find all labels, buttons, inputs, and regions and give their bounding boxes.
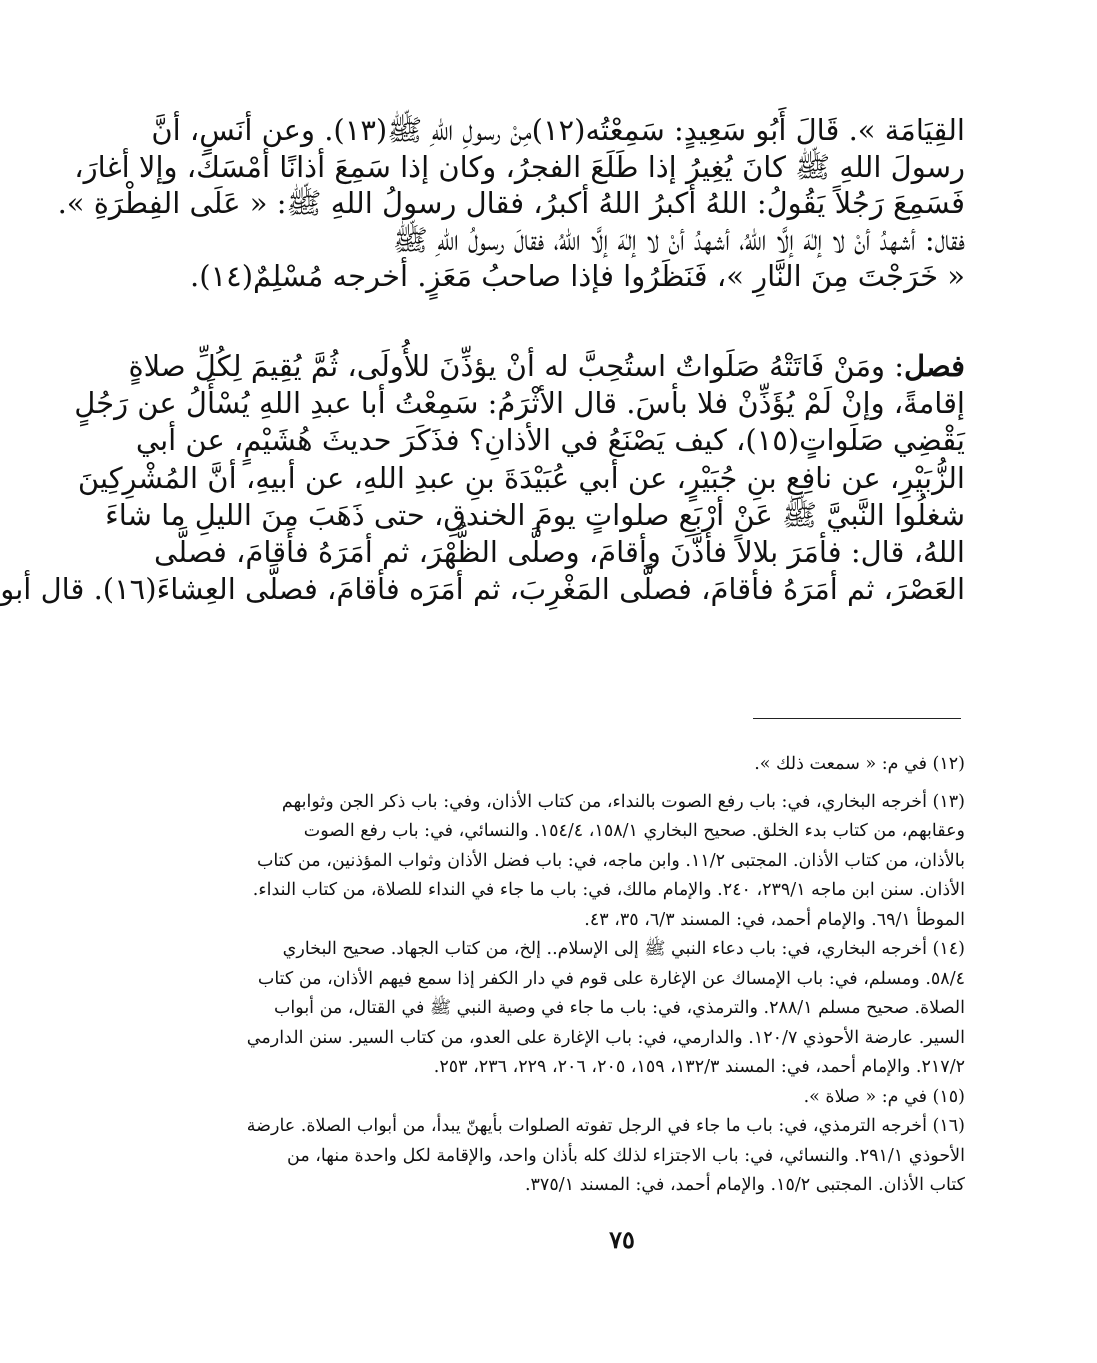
page-number: ٧٥ [609, 1225, 635, 1254]
footnote-line: الصلاة. صحيح مسلم ٢٨٨/١. والترمذي، في: باب ما جاء في وصية النبي ﷺ في القتال، من أبواب [273, 998, 965, 1018]
footnote-14 [246, 935, 965, 1083]
footnote-line: ٥٨/٤. ومسلم، في: باب الإمساك عن الإغارة على قوم في دار الكفر إذا سمع فيهم الأذان، من كتاب [257, 968, 965, 989]
footnote-line: (١٤) أخرجه البخاري، في: باب دعاء النبي ﷺ إلى الإسلام.. إلخ، من كتاب الجهاد. صحيح البخاري [282, 939, 965, 959]
footnote-16 [246, 1112, 965, 1201]
footnote-line: وعقابهم، من كتاب بدء الخلق. صحيح البخاري ١٥٨/١، ١٥٤/٤. والنسائي، في: باب رفع الصوت [303, 821, 965, 841]
main-paragraph-2 [0, 348, 965, 608]
text-line: فَسَمِعَ رَجُلاً يَقُولُ: اللهُ أكبرُ اللهُ أكبرُ، فقال رسولُ اللهِ ﷺ: « عَلَى الفِطْرَةِ ». [57, 186, 965, 220]
footnote-15 [265, 1083, 965, 1113]
footnote-line: (١٣) أخرجه البخاري، في: باب رفع الصوت بالنداء، من كتاب الأذان، وفي: باب ذكر الجن وثوابهم [281, 791, 965, 812]
text-line [128, 348, 965, 385]
main-paragraph-1 [57, 112, 965, 295]
footnotes [246, 750, 965, 1201]
text-line: شغلُوا النَّبيَّ ﷺ عَنْ أرْبَعِ صلواتٍ يومَ الخندقِ، حتى ذَهَبَ مِنَ الليلِ ما شاءَ [105, 497, 965, 532]
footnote-line: السير. عارضة الأحوذي ١٢٠/٧. والدارمي، في: باب الإغارة على العدو، من كتاب السير. سنن الدارمي [246, 1027, 965, 1048]
text-line: الزُّبَيْرِ، عن نافِعِ بنِ جُبَيْرٍ، عن أبي عُبَيْدَةَ بنِ عبدِ اللهِ، عن أبيهِ، أنَّ المُشْرِكِينَ [77, 460, 965, 495]
footnote-line: (١٥) في م: « صلاة ». [803, 1086, 965, 1107]
footnote-line: الأحوذي ٢٩١/١. والنسائي، في: باب الاجتزاء لذلك كله بأذان واحد، والإقامة لكل واحدة منها، من [287, 1145, 965, 1166]
text-line: رسولَ اللهِ ﷺ كانَ يُغِيرُ إذا طَلَعَ الفجرُ، وكان إذا سَمِعَ أذانًا أمْسَكَ، وإلا أغارَ، [74, 149, 965, 184]
footnote-12 [265, 750, 965, 780]
text-line: إقامةً، وإنْ لَمْ يُؤَذِّنْ فلا بأسَ. قال الأثْرَمُ: سَمِعْتُ أبا عبدِ اللهِ يُسْأَلُ عن رَجُلٍ [74, 386, 965, 421]
footnote-line: بالأذان، من كتاب الأذان. المجتبى ١١/٢. وابن ماجه، في: باب فضل الأذان وثواب المؤذنين، من كتاب [256, 850, 965, 871]
footnote-line: ٢١٧/٢. والإمام أحمد، في: المسند ١٣٢/٣، ١٥٩، ٢٠٥، ٢٠٦، ٢٢٩، ٢٣٦، ٢٥٣. [433, 1057, 965, 1077]
text-line: اللهُ، قال: فأمَرَ بلالاً فأذَّنَ وأقامَ، وصلَّى الظُّهْرَ، ثم أمَرَهُ فأقامَ، فصلَّى [154, 534, 965, 569]
text-line: العَصْرَ، ثم أمَرَهُ فأقامَ، فصلَّى المَغْرِبَ، ثم أمَرَه فأقامَ، فصلَّى العِشاءَ(١٦). قال أبو [0, 572, 965, 607]
footnote-line: الموطأ ٦٩/١. والإمام أحمد، في: المسند ٦/٣، ٣٥، ٤٣. [584, 909, 965, 930]
footnote-line: (١٢) في م: « سمعت ذلك ». [754, 754, 965, 774]
footnote-line: (١٦) أخرجه الترمذي، في: باب ما جاء في الرجل تفوته الصلوات بأيهنّ يبدأ، من أبواب الصلاة. عارضة [246, 1116, 965, 1136]
footnote-separator [753, 718, 961, 719]
footnote-line: الأذان. سنن ابن ماجه ٢٣٩/١، ٢٤٠. والإمام مالك، في: باب ما جاء في النداء للصلاة، من كتاب النداء. [252, 880, 965, 900]
section-heading-fasl: فصل [904, 349, 965, 383]
footnote-13 [252, 788, 965, 936]
footnote-line: كتاب الأذان. المجتبى ١٥/٢. والإمام أحمد، في: المسند ٣٧٥/١. [524, 1175, 965, 1195]
text-line: « خَرَجْتَ مِنَ النَّارِ »، فَنَظَرُوا فإذا صاحبُ مَعَزٍ. أخرجه مُسْلِمٌ(١٤). [190, 259, 965, 293]
footnote-gap [265, 780, 965, 788]
text-line: يَقْضِي صَلَواتٍ(١٥)، كيف يَصْنَعُ في الأذانِ؟ فذَكَرَ حديثَ هُشَيْمٍ، عن أبي [135, 423, 965, 458]
text-line-rest: : ومَنْ فَاتَتْهُ صَلَواتٌ استُحِبَّ له أنْ يؤذِّنَ للأُولَى، ثُمَّ يُقِيمَ لِكُلِّ صلاةٍ [128, 349, 905, 383]
text-line: القِيَامَة ». قَالَ أَبُو سَعِيدٍ: سَمِعْتُه(١٢)مِنْ رسولِ اللهِ ﷺ(١٣). وعن أنَسٍ، أنَّ [151, 113, 965, 147]
text-line: فقال: أشهدُ أنْ لا إلٰهَ إلَّا اللهُ، أشهدُ أنْ لا إلٰهَ إلَّا اللهُ، فقالَ رسولُ اللهِ ﷺ [392, 222, 965, 257]
